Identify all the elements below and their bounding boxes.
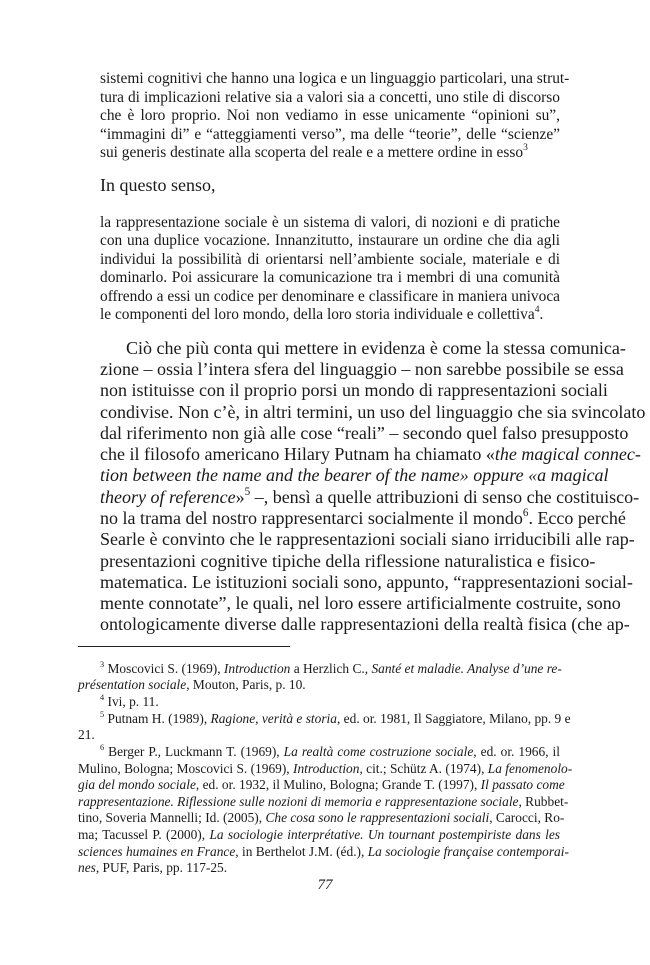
text-line: matematica. Le istituzioni sociali sono, appunto, “rappresentazioni social-: [100, 572, 633, 592]
footnote-ref-6[interactable]: 6: [522, 506, 529, 519]
text-line: individui la possibilità di orientarsi nell’ambiente sociale, materiale e di: [100, 251, 560, 268]
text-line: “immagini di” e “atteggiamenti verso”, ma delle “teorie”, delle “scienze”: [100, 126, 560, 143]
text-line: che il filosofo americano Hilary Putnam ha chiamato «the magical connec-: [100, 444, 641, 464]
footnote-ref-5[interactable]: 5: [244, 485, 251, 498]
text-line: presentazioni cognitive tipiche della riflessione naturalistica e fisico-: [100, 551, 596, 571]
footnote-6-cont: tino, Soveria Mannelli; Id. (2005), Che cosa sono le rappresentazioni sociali, Carocci, Ro-: [78, 810, 565, 825]
footnote-3: $^3$ Moscovici S. (1969), Introduction a Herzlich C., Santé et maladie. Analyse d’une re-: [100, 659, 562, 676]
text-line: la rappresentazione sociale è un sistema di valori, di nozioni e di pratiche: [100, 214, 560, 231]
footnote-6-cont: ma; Tacussel P. (2000), La sociologie interprétative. Un tournant postempiriste dans les: [78, 827, 560, 842]
text-line: dominarlo. Poi assicurare la comunicazione tra i membri di una comunità: [100, 269, 560, 286]
text-line: ontologicamente diverse dalle rappresentazioni della realtà fisica (che ap-: [100, 614, 630, 634]
footnote-5-cont: 21.: [78, 727, 95, 742]
text-line: mente connotate”, le quali, nel loro essere artificialmente costruite, sono: [100, 593, 621, 613]
text-line: dal riferimento non già alle cose “reali” – secondo quel falso presupposto: [100, 423, 629, 443]
text-line: Ciò che più conta qui mettere in evidenza è come la stessa comunica-: [126, 338, 626, 358]
text-line: no la trama del nostro rappresentarci socialmente il mondo$^6$. Ecco perché: [100, 506, 626, 528]
text-line: sui generis destinate alla scoperta del reale e a mettere ordine in esso$^3$: [100, 141, 528, 161]
footnote-6-cont: sciences humaines en France, in Berthelot J.M. (éd.), La sociologie française contemporai-: [78, 844, 569, 859]
footnote-ref-4[interactable]: 4: [534, 303, 540, 315]
text-line: che è loro proprio. Noi non vediamo in esse unicamente “opinioni su”,: [100, 107, 560, 124]
text-line: sistemi cognitivi che hanno una logica e un linguaggio particolari, una strut-: [100, 70, 570, 87]
footnote-6-cont: gia del mondo sociale, ed. or. 1932, il Mulino, Bologna; Grande T. (1997), Il passato come: [78, 777, 565, 792]
text-line: con una duplice vocazione. Innanzitutto, instaurare un ordine che dia agli: [100, 232, 560, 249]
footnote-4: $^4$ Ivi, p. 11.: [100, 692, 159, 709]
text-line: offrendo a essi un codice per denominare e classificare in maniera univoca: [100, 288, 560, 305]
text-line: tion between the name and the bearer of the name» oppure «a magical: [100, 465, 609, 485]
footnote-6: $^6$ Berger P., Luckmann T. (1969), La realtà come costruzione sociale, ed. or. 1966, il: [100, 742, 560, 759]
text-line: tura di implicazioni relative sia a valori sia a concetti, uno stile di discorso: [100, 89, 560, 106]
text-line: Searle è convinto che le rappresentazioni sociali siano irriducibili alle rap-: [100, 529, 635, 549]
footnote-6-cont: nes, PUF, Paris, pp. 117-25.: [78, 860, 228, 875]
text-line: le componenti del loro mondo, della loro storia individuale e collettiva$^4$.: [100, 303, 544, 323]
footnote-3-cont: présentation sociale, Mouton, Paris, p. 10.: [78, 677, 306, 692]
text-line: zione – ossia l’intera sfera del linguaggio – non sarebbe possibile se essa: [100, 359, 624, 379]
footnote-6-cont: Mulino, Bologna; Moscovici S. (1969), Introduction, cit.; Schütz A. (1974), La fenomenolo-: [78, 761, 573, 776]
footnote-6-cont: rappresentazione. Riflessione sulle nozioni di memoria e rappresentazione sociale, Rubbet-: [78, 794, 569, 809]
page-number: 77: [317, 877, 333, 893]
text-line: theory of reference»$^5$ –, bensì a quelle attribuzioni di senso che costituisco-: [100, 485, 640, 507]
text-line: condivise. Non c’è, in altri termini, un uso del linguaggio che sia svincolato: [100, 402, 646, 422]
footnote-separator: [78, 646, 290, 647]
text-line: In questo senso,: [100, 175, 216, 195]
footnote-ref-3[interactable]: 3: [523, 141, 528, 153]
footnote-5: $^5$ Putnam H. (1989), Ragione, verità e storia, ed. or. 1981, Il Saggiatore, Milano, pp. 9 e: [100, 709, 571, 726]
text-line: non istituisse con il proprio porsi un mondo di rappresentazioni sociali: [100, 380, 608, 400]
